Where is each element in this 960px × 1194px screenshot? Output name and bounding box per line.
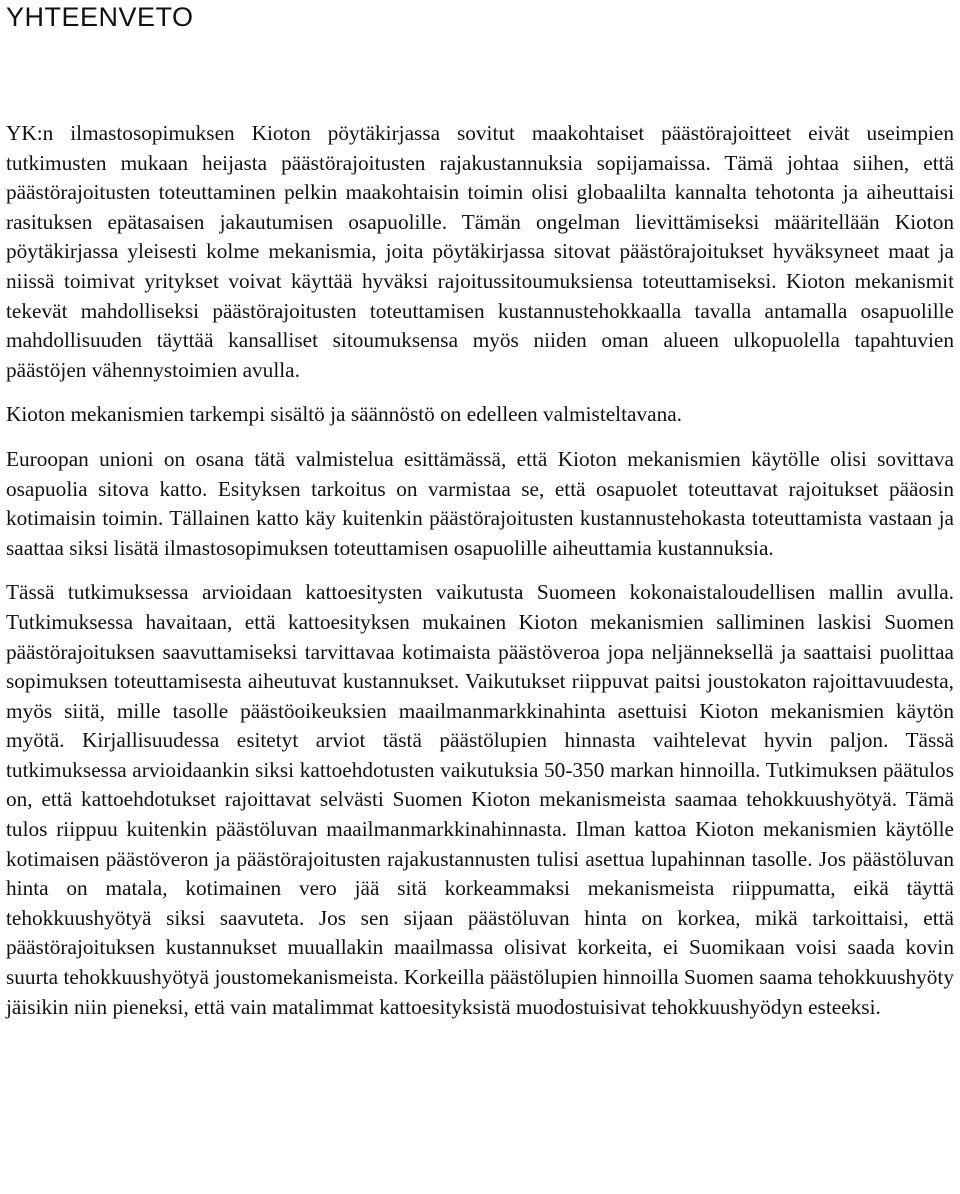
page-title: YHTEENVETO <box>6 2 194 32</box>
paragraph-1: YK:n ilmastosopimuksen Kioton pöytäkirjassa sovitut maakohtaiset päästörajoitteet eivät useimpien tutkimusten mukaan heijasta päästörajoitusten rajakustannuksia sopijamaissa. Tämä johtaa siihen, että päästörajoitusten toteuttaminen pelkin maakohtaisin toimin olisi globaalilta kannalta tehotonta ja aiheuttaisi rasituksen epätasaisen jakautumisen osapuolille. Tämän ongelman lievittämiseksi määritellään Kioton pöytäkirjassa yleisesti kolme mekanismia, joita pöytäkirjassa sitovat päästörajoitukset hyväksyneet maat ja niissä toimivat yritykset voivat käyttää hyväksi rajoitussitoumuksiensa toteuttamiseksi. Kioton mekanismit tekevät mahdolliseksi päästörajoitusten toteuttamisen kustannustehokkaalla tavalla antamalla osapuolille mahdollisuuden täyttää kansalliset sitoumuksensa myös niiden oman alueen ulkopuolella tapahtuvien päästöjen vähennystoimien avulla. <box>6 121 954 382</box>
paragraph-2: Kioton mekanismien tarkempi sisältö ja säännöstö on edelleen valmisteltavana. <box>6 402 682 427</box>
paragraph-3: Euroopan unioni on osana tätä valmistelua esittämässä, että Kioton mekanismien käytölle olisi sovittava osapuolia sitova katto. Esityksen tarkoitus on varmistaa se, että osapuolet toteuttavat rajoitukset pääosin kotimaisin toimin. Tällainen katto käy kuitenkin päästörajoitusten kustannustehokasta toteuttamista vastaan ja saattaa siksi lisätä ilmastosopimuksen toteuttamisen osapuolille aiheuttamia kustannuksia. <box>6 446 954 560</box>
document-page <box>6 0 954 1037</box>
document-body <box>6 119 954 1022</box>
paragraph-4: Tässä tutkimuksessa arvioidaan kattoesitysten vaikutusta Suomeen kokonaistaloudellisen mallin avulla. Tutkimuksessa havaitaan, että kattoesityksen mukainen Kioton mekanismien salliminen laskisi Suomen päästörajoituksen saavuttamiseksi tarvittavaa kotimaista päästöveroa jopa neljänneksellä ja saattaisi puolittaa sopimuksen toteuttamisesta aiheutuvat kustannukset. Vaikutukset riippuvat paitsi joustokaton rajoittavuudesta, myös siitä, mille tasolle päästöoikeuksien maailmanmarkkinahinta asettuisi Kioton mekanismien käytön myötä. Kirjallisuudessa esitetyt arviot tästä päästölupien hinnasta vaihtelevat hyvin paljon. Tässä tutkimuksessa arvioidaankin siksi kattoehdotusten vaikutuksia 50-350 markan hinnoilla. Tutkimuksen päätulos on, että kattoehdotukset rajoittavat selvästi Suomen Kioton mekanismeista saamaa tehokkuushyötyä. Tämä tulos riippuu kuitenkin päästöluvan maailmanmarkkinahinnasta. Ilman kattoa Kioton mekanismien käytölle kotimaisen päästöveron ja päästörajoitusten rajakustannusten tulisi asettua lupahinnan tasolle. Jos päästöluvan hinta on matala, kotimainen vero jää sitä korkeammaksi mekanismeista riippumatta, eikä täyttä tehokkuushyötyä siksi saavuteta. Jos sen sijaan päästöluvan hinta on korkea, mikä tarkoittaisi, että päästörajoituksen kustannukset muuallakin maailmassa olisivat korkeita, ei Suomikaan voisi saada kovin suurta tehokkuushyötyä joustomekanismeista. Korkeilla päästölupien hinnoilla Suomen saama tehokkuushyöty jäisikin niin pieneksi, että vain matalimmat kattoesityksistä muodostuisivat tehokkuushyödyn esteeksi. <box>6 580 954 1019</box>
